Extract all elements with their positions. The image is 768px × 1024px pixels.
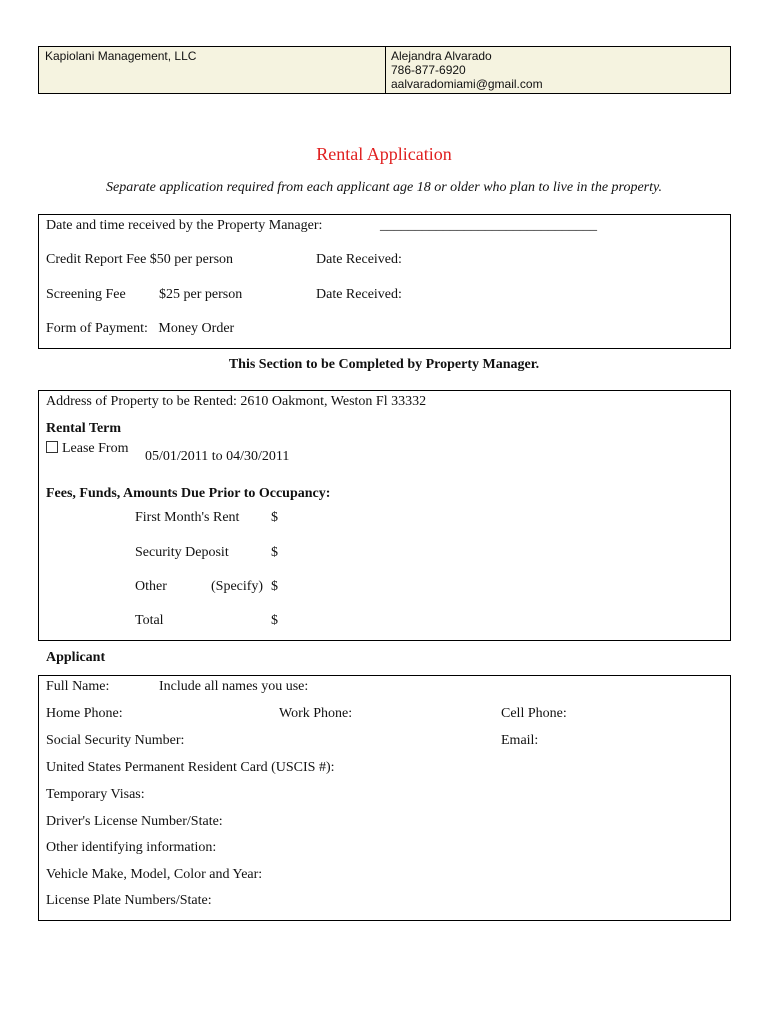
screening-date-label: Date Received: <box>316 287 402 302</box>
fee-specify: (Specify) <box>211 579 264 594</box>
rental-term-heading: Rental Term <box>46 421 122 436</box>
fees-heading: Fees, Funds, Amounts Due Prior to Occupancy: <box>46 486 331 501</box>
work-phone-label: Work Phone: <box>279 706 353 721</box>
lease-dates: 05/01/2011 to 04/30/2011 <box>145 449 290 464</box>
all-names-label: Include all names you use: <box>159 679 309 694</box>
credit-fee: Credit Report Fee $50 per person <box>46 252 234 267</box>
property-box <box>38 390 731 641</box>
header-divider <box>385 47 386 93</box>
fee-currency: $ <box>271 579 278 594</box>
header-table <box>38 46 731 94</box>
lease-from[interactable] <box>46 441 128 457</box>
fee-label: Total <box>135 613 164 628</box>
fee-currency: $ <box>271 613 278 628</box>
temp-visas-label: Temporary Visas: <box>46 787 145 802</box>
screening-label: Screening Fee <box>46 287 126 302</box>
property-address: Address of Property to be Rented: 2610 Oakmont, Weston Fl 33332 <box>46 394 427 409</box>
lease-from-label: Lease From <box>62 441 129 456</box>
other-id-label: Other identifying information: <box>46 840 217 855</box>
fee-currency: $ <box>271 545 278 560</box>
section-note: This Section to be Completed by Property Manager. <box>228 357 540 372</box>
contact-name: Alejandra Alvarado <box>391 49 492 63</box>
home-phone-label: Home Phone: <box>46 706 123 721</box>
fee-label: First Month's Rent <box>135 510 240 525</box>
received-label: Date and time received by the Property Manager: <box>46 218 323 233</box>
ssn-label: Social Security Number: <box>46 733 185 748</box>
payment-form: Form of Payment: Money Order <box>46 321 235 336</box>
contact-phone: 786-877-6920 <box>391 63 466 77</box>
lease-checkbox[interactable] <box>46 441 58 453</box>
resident-card-label: United States Permanent Resident Card (USCIS #): <box>46 760 335 775</box>
license-plate-label: License Plate Numbers/State: <box>46 893 212 908</box>
manager-box <box>38 214 731 349</box>
screening-amount: $25 per person <box>159 287 243 302</box>
vehicle-label: Vehicle Make, Model, Color and Year: <box>46 867 263 882</box>
applicant-box <box>38 675 731 921</box>
full-name-label: Full Name: <box>46 679 110 694</box>
cell-phone-label: Cell Phone: <box>501 706 567 721</box>
fee-label: Other <box>135 579 167 594</box>
credit-date-label: Date Received: <box>316 252 402 267</box>
email-label: Email: <box>501 733 539 748</box>
subtitle: Separate application required from each applicant age 18 or older who plan to live in the property. <box>106 180 662 195</box>
company-name: Kapiolani Management, LLC <box>45 49 197 63</box>
contact-email: aalvaradomiami@gmail.com <box>391 77 543 91</box>
page-title: Rental Application <box>316 144 452 164</box>
applicant-heading: Applicant <box>46 650 106 665</box>
drivers-license-label: Driver's License Number/State: <box>46 814 223 829</box>
fee-label: Security Deposit <box>135 545 229 560</box>
received-line: _______________________________ <box>380 218 597 233</box>
fee-currency: $ <box>271 510 278 525</box>
